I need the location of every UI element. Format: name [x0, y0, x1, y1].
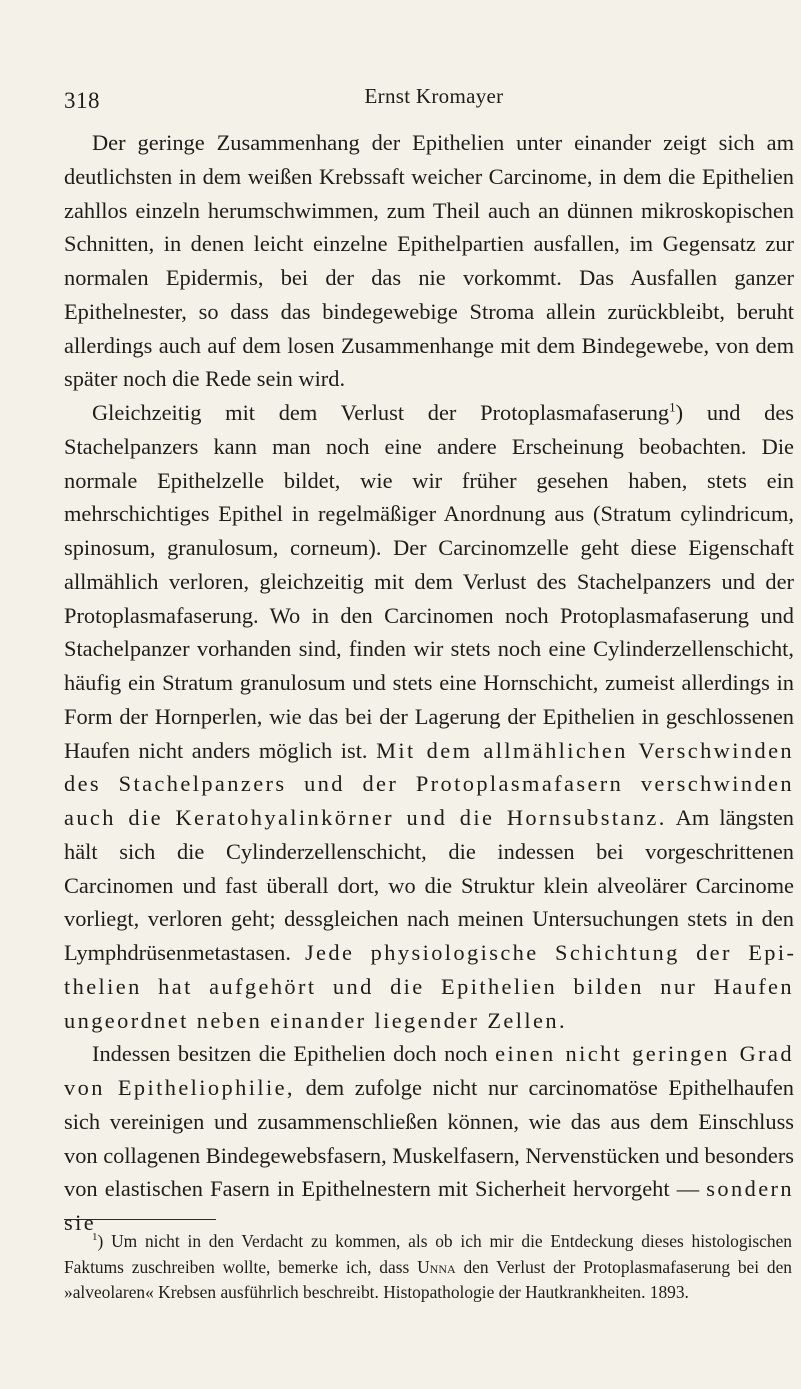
paragraph-2 [64, 396, 794, 1037]
paragraph-2-text-a: Gleichzeitig mit dem Verlust der Protoplasmafaserung [92, 400, 670, 425]
paragraph-3-text-a: Indessen besitzen die Epithelien doch noch [92, 1041, 488, 1067]
running-head: Ernst Kromayer [364, 84, 504, 108]
paragraph-3-text-c: dem zufolge nicht nur carcinomatöse Epithelhaufen sich vereinigen und zusammenschließen können, wie das aus dem Einschluss von collagenen Bindegewebsfasern, Muskelfasern, Nervenstücken und besonders von elastischen Fasern in Epithelnestern mit Sicherheit hervorgeht — [64, 1075, 794, 1202]
emphasis-spaced-1: Mit dem allmählichen Verschwinden des Stachelpanzers und der Protoplasmafasern verschwinden auch die Keratohyalinkörner und die Hornsubstanz. [64, 737, 795, 830]
footnote-reference: 1 [669, 399, 676, 415]
footnote-divider [64, 1219, 216, 1220]
emphasis-spaced-2: Jede physiologische Schichtung der Epithelien hat aufgehört und die Epithelien bilden nur Haufen ungeordnet neben einander liegender Zellen. [64, 940, 794, 1033]
body-text [64, 126, 794, 1240]
footnote-text-b: den Verlust der Protoplasmafaserung bei den »alveolaren« Krebsen ausführlich beschreibt. Histopathologie der Hautkrankheiten. 1893. [64, 1256, 793, 1302]
emphasis-spaced-3: einen nicht geringen Grad von Epitheliophilie, [64, 1041, 794, 1100]
footnote-author-name: Unna [417, 1256, 456, 1277]
footnote-text-a: ) Um nicht in den Verdacht zu kommen, als ob ich mir die Entdeckung dieses histologischen Faktums zuschreiben wollte, bemerke ich, dass [64, 1231, 792, 1277]
footnote [64, 1229, 792, 1306]
page-number: 318 [64, 88, 100, 113]
paragraph-3 [64, 1037, 794, 1240]
paragraph-2-text-b: ) und des Stachelpanzers kann man noch eine andere Erscheinung beobachten. Die normale Epithelzelle bildet, wie wir früher gesehen haben, stets ein mehrschichtiges Epithel in regelmäßiger Anordnung aus (Stratum cylindricum, spinosum, granulosum, corneum). Der Carcinomzelle geht diese Eigenschaft allmählich verloren, gleichzeitig mit dem Verlust des Stachelpanzers und der Protoplasmafaserung. Wo in den Carcinomen noch Protoplasmafaserung und Stachelpanzer vorhanden sind, finden wir stets noch eine Cylinderzellenschicht, häufig ein Stratum granulosum und stets eine Hornschicht, zumeist allerdings in Form der Hornperlen, wie das bei der Lagerung der Epithelien in geschlossenen Haufen nicht anders möglich ist. [64, 400, 794, 763]
emphasis-spaced-4: sondern sie [64, 1176, 794, 1235]
paragraph-1: Der geringe Zusammenhang der Epithelien unter einander zeigt sich am deutlichsten in dem weißen Krebssaft weicher Carcinome, in dem die Epithelien zahllos einzeln herumschwimmen, zum Theil auch an dünnen mikroskopischen Schnitten, in denen leicht einzelne Epithelpartien ausfallen, im Gegensatz zur normalen Epidermis, bei der das nie vorkommt. Das Ausfallen ganzer Epithelnester, so dass das bindegewebige Stroma allein zurückbleibt, beruht allerdings auch auf dem losen Zusammenhange mit dem Bindegewebe, von dem später noch die Rede sein wird. [64, 130, 794, 392]
paragraph-2-text-d: Am längsten hält sich die Cylinderzellenschicht, die indessen bei vorgeschrittenen Carcinomen und fast überall dort, wo die Struktur klein alveolärer Carcinome vorliegt, verloren geht; dessgleichen nach meinen Untersuchungen stets in den Lymphdrüsenmetastasen. [64, 805, 794, 965]
footnote-marker: 1 [92, 1231, 98, 1244]
page-header [64, 84, 764, 114]
